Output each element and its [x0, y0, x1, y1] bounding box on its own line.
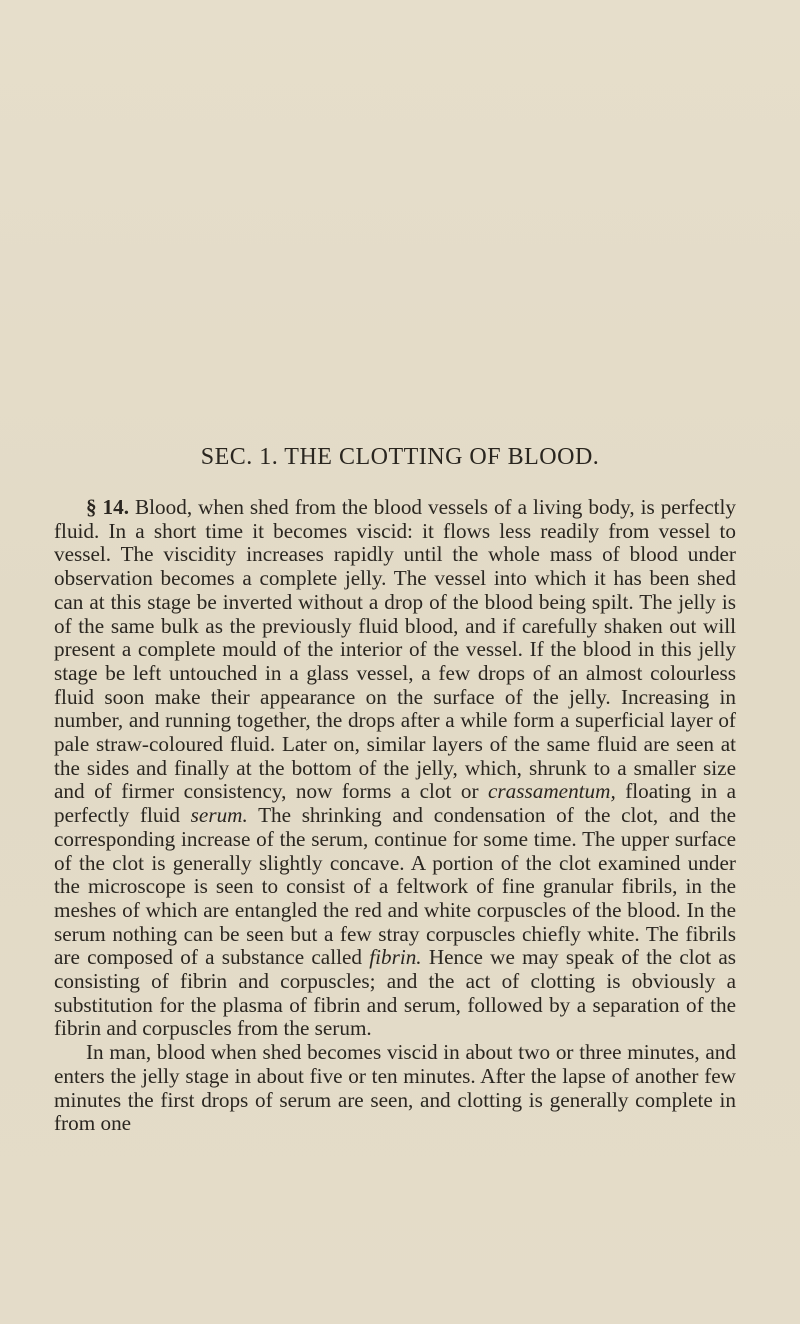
term-crassamentum: crassamentum, [488, 779, 616, 804]
term-fibrin: fibrin. [369, 945, 422, 970]
paragraph-section-14 [54, 496, 736, 1041]
body-text [54, 496, 736, 1136]
paragraph-text-run: The shrinking and condensation of the clot, and the corresponding increase of the serum, continue for some time. The upper surface of the clot is generally slightly concave. A portion of the clot examined under the microscope is seen to consist of a feltwork of fine granular fibrils, in the meshes of which are entangled the red and white corpuscles of the blood. In the serum nothing can be seen but a few stray corpuscles chiefly white. The fibrils are composed of a substance called [54, 803, 736, 970]
paragraph-text-run: floating in a perfectly fluid [54, 779, 736, 828]
paragraph-clotting-time: In man, blood when shed becomes viscid in about two or three minutes, and enters the jelly stage in about five or ten minutes. After the lapse of another few minutes the first drops of serum are seen, and clotting is generally complete in from one [54, 1040, 736, 1136]
term-serum: serum. [190, 803, 248, 828]
section-number: § 14. [86, 495, 130, 519]
section-heading: SEC. 1. THE CLOTTING OF BLOOD. [200, 444, 600, 470]
paragraph-text-run: Blood, when shed from the blood vessels of a living body, is perfectly fluid. In a short time it becomes viscid: it flows less readily from vessel to vessel. The viscidity increases rapidly until the whole mass of blood under observation becomes a complete jelly. The vessel into which it has been shed can at this stage be inverted without a drop of the blood being spilt. The jelly is of the same bulk as the previously fluid blood, and if carefully shaken out will present a complete mould of the interior of the vessel. If the blood in this jelly stage be left untouched in a glass vessel, a few drops of an almost colourless fluid soon make their appearance on the surface of the jelly. Increasing in number, and running together, the drops after a while form a superficial layer of pale straw-coloured fluid. Later on, similar layers of the same fluid are seen at the sides and finally at the bottom of the jelly, which, shrunk to a smaller size and of firmer consistency, now forms a clot or [54, 495, 736, 804]
paragraph-text-run: Hence we may speak of the clot as consisting of fibrin and corpuscles; and the act of clotting is obviously a substitution for the plasma of fibrin and serum, followed by a separation of the fibrin and corpuscles from the serum. [54, 945, 736, 1041]
